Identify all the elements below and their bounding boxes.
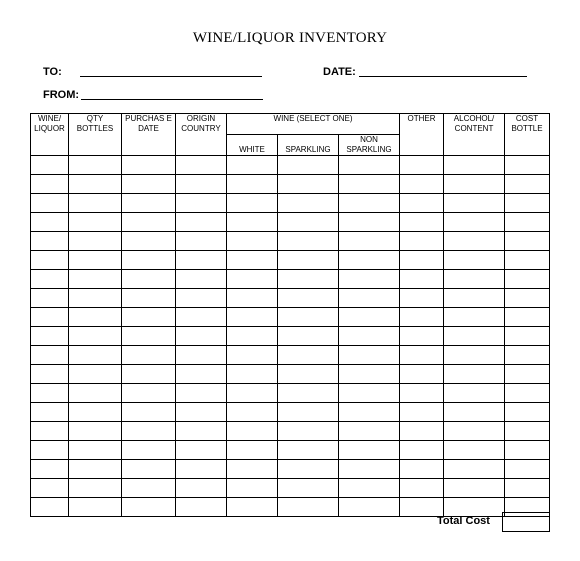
table-cell[interactable] [31, 384, 69, 403]
header-non-sparkling: NON SPARKLING [339, 135, 400, 156]
table-cell[interactable] [176, 365, 227, 384]
table-cell[interactable] [227, 175, 278, 194]
table-cell[interactable] [444, 403, 505, 422]
table-cell[interactable] [339, 365, 400, 384]
table-row [31, 213, 550, 232]
table-cell[interactable] [122, 479, 176, 498]
table-cell[interactable] [69, 460, 122, 479]
table-cell[interactable] [444, 346, 505, 365]
table-cell[interactable] [278, 156, 339, 175]
table-cell[interactable] [176, 384, 227, 403]
table-cell[interactable] [339, 479, 400, 498]
table-cell[interactable] [444, 270, 505, 289]
table-cell[interactable] [400, 346, 444, 365]
table-cell[interactable] [31, 213, 69, 232]
table-cell[interactable] [69, 156, 122, 175]
table-cell[interactable] [31, 308, 69, 327]
table-cell[interactable] [505, 175, 550, 194]
table-cell[interactable] [400, 194, 444, 213]
table-cell[interactable] [400, 251, 444, 270]
table-row [31, 384, 550, 403]
table-cell[interactable] [400, 403, 444, 422]
table-cell[interactable] [400, 308, 444, 327]
table-cell[interactable] [227, 213, 278, 232]
table-cell[interactable] [339, 384, 400, 403]
table-cell[interactable] [122, 175, 176, 194]
table-cell[interactable] [339, 156, 400, 175]
header-sparkling: SPARKLING [278, 135, 339, 156]
table-cell[interactable] [278, 365, 339, 384]
table-cell[interactable] [69, 251, 122, 270]
table-cell[interactable] [278, 346, 339, 365]
table-cell[interactable] [400, 213, 444, 232]
table-cell[interactable] [69, 232, 122, 251]
table-cell[interactable] [227, 422, 278, 441]
table-cell[interactable] [400, 365, 444, 384]
table-cell[interactable] [31, 346, 69, 365]
table-cell[interactable] [122, 460, 176, 479]
table-cell[interactable] [227, 403, 278, 422]
table-cell[interactable] [444, 232, 505, 251]
table-cell[interactable] [69, 194, 122, 213]
table-cell[interactable] [227, 479, 278, 498]
table-cell[interactable] [278, 270, 339, 289]
table-cell[interactable] [278, 289, 339, 308]
date-field[interactable] [359, 76, 527, 77]
table-cell[interactable] [505, 346, 550, 365]
inventory-table [30, 113, 550, 517]
table-cell[interactable] [69, 308, 122, 327]
header-alcohol-content: ALCOHOL/ CONTENT [444, 114, 505, 156]
header-qty-bottles: QTY BOTTLES [69, 114, 122, 156]
table-cell[interactable] [31, 194, 69, 213]
table-cell[interactable] [176, 441, 227, 460]
table-cell[interactable] [505, 308, 550, 327]
table-cell[interactable] [339, 213, 400, 232]
table-cell[interactable] [505, 365, 550, 384]
table-cell[interactable] [31, 232, 69, 251]
table-cell[interactable] [31, 289, 69, 308]
table-cell[interactable] [122, 441, 176, 460]
table-cell[interactable] [444, 441, 505, 460]
table-cell[interactable] [505, 156, 550, 175]
table-cell[interactable] [339, 175, 400, 194]
table-cell[interactable] [176, 308, 227, 327]
table-row [31, 251, 550, 270]
table-cell[interactable] [69, 346, 122, 365]
table-cell[interactable] [227, 327, 278, 346]
table-row [31, 365, 550, 384]
table-cell[interactable] [227, 308, 278, 327]
table-cell[interactable] [400, 384, 444, 403]
table-row [31, 175, 550, 194]
table-row [31, 479, 550, 498]
table-row [31, 460, 550, 479]
table-cell[interactable] [122, 346, 176, 365]
table-cell[interactable] [122, 232, 176, 251]
table-cell[interactable] [444, 460, 505, 479]
table-cell[interactable] [227, 270, 278, 289]
table-cell[interactable] [505, 289, 550, 308]
table-cell[interactable] [176, 327, 227, 346]
table-cell[interactable] [31, 156, 69, 175]
table-cell[interactable] [31, 460, 69, 479]
table-cell[interactable] [176, 156, 227, 175]
table-cell[interactable] [227, 251, 278, 270]
table-cell[interactable] [227, 289, 278, 308]
table-cell[interactable] [227, 346, 278, 365]
table-cell[interactable] [505, 327, 550, 346]
table-cell[interactable] [444, 384, 505, 403]
table-cell[interactable] [505, 403, 550, 422]
table-cell[interactable] [122, 270, 176, 289]
table-cell[interactable] [400, 327, 444, 346]
table-cell[interactable] [176, 460, 227, 479]
table-cell[interactable] [278, 308, 339, 327]
table-cell[interactable] [444, 498, 505, 517]
table-row [31, 327, 550, 346]
table-cell[interactable] [444, 289, 505, 308]
table-cell[interactable] [444, 422, 505, 441]
table-cell[interactable] [31, 498, 69, 517]
table-cell[interactable] [400, 441, 444, 460]
table-cell[interactable] [400, 232, 444, 251]
table-cell[interactable] [176, 213, 227, 232]
table-cell[interactable] [278, 251, 339, 270]
table-cell[interactable] [69, 422, 122, 441]
table-cell[interactable] [227, 441, 278, 460]
table-cell[interactable] [31, 422, 69, 441]
table-row [31, 194, 550, 213]
table-cell[interactable] [176, 232, 227, 251]
table-cell[interactable] [69, 213, 122, 232]
table-cell[interactable] [339, 270, 400, 289]
table-cell[interactable] [339, 251, 400, 270]
table-cell[interactable] [505, 251, 550, 270]
table-cell[interactable] [400, 422, 444, 441]
table-cell[interactable] [69, 365, 122, 384]
table-cell[interactable] [278, 213, 339, 232]
table-cell[interactable] [505, 441, 550, 460]
table-cell[interactable] [31, 327, 69, 346]
table-cell[interactable] [122, 251, 176, 270]
table-cell[interactable] [278, 327, 339, 346]
table-cell[interactable] [505, 422, 550, 441]
table-cell[interactable] [227, 194, 278, 213]
table-cell[interactable] [227, 365, 278, 384]
table-cell[interactable] [278, 403, 339, 422]
form-title: WINE/LIQUOR INVENTORY [192, 30, 388, 46]
table-cell[interactable] [69, 498, 122, 517]
table-cell[interactable] [339, 194, 400, 213]
table-cell[interactable] [69, 175, 122, 194]
table-cell[interactable] [122, 422, 176, 441]
table-cell[interactable] [339, 289, 400, 308]
table-cell[interactable] [278, 232, 339, 251]
table-cell[interactable] [227, 232, 278, 251]
table-cell[interactable] [339, 308, 400, 327]
table-row [31, 346, 550, 365]
table-cell[interactable] [339, 327, 400, 346]
table-row [31, 156, 550, 175]
table-cell[interactable] [176, 422, 227, 441]
table-cell[interactable] [505, 232, 550, 251]
table-cell[interactable] [339, 441, 400, 460]
table-cell[interactable] [339, 346, 400, 365]
table-row [31, 308, 550, 327]
table-cell[interactable] [278, 175, 339, 194]
table-cell[interactable] [122, 308, 176, 327]
table-cell[interactable] [278, 384, 339, 403]
table-cell[interactable] [339, 498, 400, 517]
table-row [31, 498, 550, 517]
table-cell[interactable] [400, 479, 444, 498]
table-cell[interactable] [176, 194, 227, 213]
table-cell[interactable] [122, 194, 176, 213]
table-cell[interactable] [31, 175, 69, 194]
table-cell[interactable] [400, 460, 444, 479]
table-body [31, 156, 550, 517]
table-cell[interactable] [31, 365, 69, 384]
table-cell[interactable] [69, 479, 122, 498]
header-origin-country: ORIGIN COUNTRY [176, 114, 227, 156]
table-cell[interactable] [122, 384, 176, 403]
table-cell[interactable] [339, 460, 400, 479]
header-wine-liquor: WINE/ LIQUOR [31, 114, 69, 156]
table-cell[interactable] [31, 403, 69, 422]
table-row [31, 422, 550, 441]
table-cell[interactable] [122, 327, 176, 346]
table-cell[interactable] [176, 479, 227, 498]
to-field[interactable] [80, 76, 262, 77]
table-cell[interactable] [69, 384, 122, 403]
table-cell[interactable] [278, 194, 339, 213]
table-cell[interactable] [31, 479, 69, 498]
from-label: FROM: [43, 89, 80, 101]
table-cell[interactable] [176, 403, 227, 422]
table-cell[interactable] [505, 213, 550, 232]
table-cell[interactable] [400, 156, 444, 175]
table-cell[interactable] [444, 365, 505, 384]
table-cell[interactable] [69, 270, 122, 289]
table-cell[interactable] [31, 251, 69, 270]
table-cell[interactable] [278, 422, 339, 441]
table-cell[interactable] [339, 403, 400, 422]
header-purchase-date: PURCHAS E DATE [122, 114, 176, 156]
table-cell[interactable] [227, 498, 278, 517]
table-cell[interactable] [278, 498, 339, 517]
table-cell[interactable] [176, 270, 227, 289]
table-cell[interactable] [339, 232, 400, 251]
header-wine-select-one: WINE (SELECT ONE) [227, 114, 400, 135]
table-cell[interactable] [122, 213, 176, 232]
table-cell[interactable] [505, 384, 550, 403]
table-cell[interactable] [176, 251, 227, 270]
table-cell[interactable] [227, 460, 278, 479]
table-cell[interactable] [505, 194, 550, 213]
date-label: DATE: [323, 66, 356, 78]
table-cell[interactable] [176, 498, 227, 517]
table-cell[interactable] [400, 289, 444, 308]
table-cell[interactable] [505, 460, 550, 479]
to-label: TO: [43, 66, 62, 78]
table-cell[interactable] [69, 327, 122, 346]
table-cell[interactable] [69, 441, 122, 460]
table-cell[interactable] [444, 175, 505, 194]
table-cell[interactable] [122, 289, 176, 308]
table-cell[interactable] [227, 384, 278, 403]
table-cell[interactable] [176, 346, 227, 365]
table-cell[interactable] [122, 365, 176, 384]
table-cell[interactable] [505, 479, 550, 498]
table-cell[interactable] [176, 175, 227, 194]
total-cost-label: Total Cost [437, 515, 490, 527]
header-other: OTHER [400, 114, 444, 156]
table-cell[interactable] [122, 403, 176, 422]
table-row [31, 270, 550, 289]
table-cell[interactable] [69, 403, 122, 422]
table-cell[interactable] [444, 327, 505, 346]
table-cell[interactable] [444, 251, 505, 270]
table-row [31, 232, 550, 251]
table-cell[interactable] [227, 156, 278, 175]
table-cell[interactable] [278, 441, 339, 460]
table-cell[interactable] [400, 270, 444, 289]
header-white: WHITE [227, 135, 278, 156]
table-cell[interactable] [444, 156, 505, 175]
table-cell[interactable] [444, 479, 505, 498]
from-field[interactable] [81, 99, 263, 100]
table-cell[interactable] [400, 498, 444, 517]
table-row [31, 289, 550, 308]
table-cell[interactable] [176, 289, 227, 308]
table-cell[interactable] [505, 270, 550, 289]
header-cost-bottle: COST BOTTLE [505, 114, 550, 156]
table-row [31, 441, 550, 460]
table-cell[interactable] [31, 270, 69, 289]
table-cell[interactable] [400, 175, 444, 194]
table-cell[interactable] [122, 156, 176, 175]
table-cell[interactable] [122, 498, 176, 517]
table-cell[interactable] [278, 460, 339, 479]
total-cost-field[interactable] [502, 512, 550, 532]
table-row [31, 403, 550, 422]
table-cell[interactable] [278, 479, 339, 498]
table-cell[interactable] [69, 289, 122, 308]
table-cell[interactable] [444, 194, 505, 213]
table-cell[interactable] [444, 213, 505, 232]
table-cell[interactable] [444, 308, 505, 327]
table-cell[interactable] [339, 422, 400, 441]
table-cell[interactable] [31, 441, 69, 460]
